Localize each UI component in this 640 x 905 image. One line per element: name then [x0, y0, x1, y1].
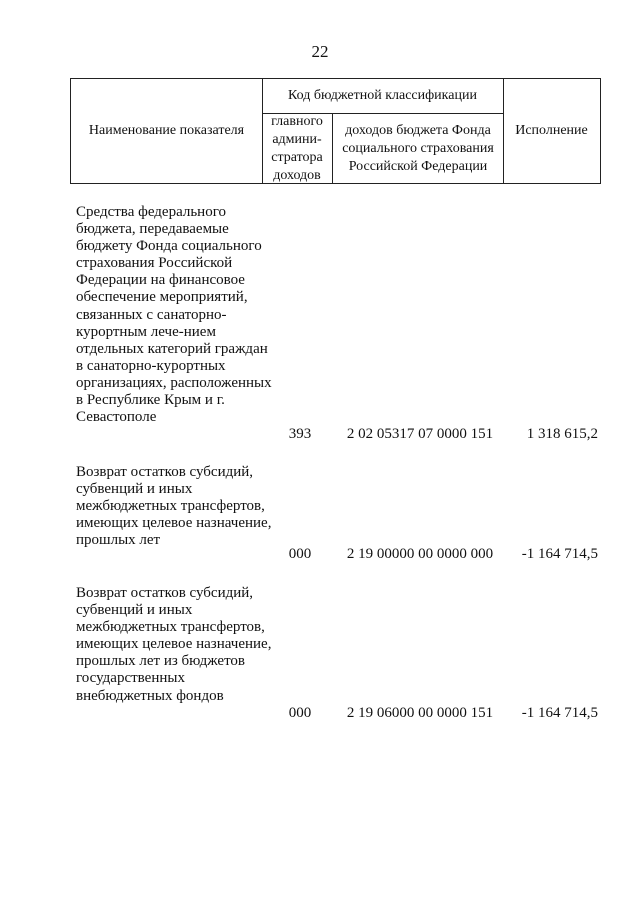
- table-row-admin-code: 000: [288, 705, 312, 721]
- header-code-group: Код бюджетной классификации: [288, 88, 477, 103]
- table-row-name: Средства федерального бюджета, передаваемые бюджету Фонда социального страхования Российской Федерации на финансовое обеспечение мероприятий, связанных с санаторно-курортным лече-нием отдельных категорий граждан в санаторно-курортных организациях, расположенных в Республике Крым и г. Севастополе: [76, 204, 272, 426]
- table-row-budget-code: 2 19 00000 00 0000 000: [346, 546, 494, 562]
- header-execution-column: Исполнение: [515, 123, 588, 138]
- table-header: [70, 78, 601, 184]
- table-row-admin-code: 000: [288, 546, 312, 562]
- header-admin-column: главного админи-стратора доходов: [271, 114, 323, 183]
- header-name-column: Наименование показателя: [88, 123, 245, 138]
- table-row-budget-code: 2 02 05317 07 0000 151: [346, 426, 494, 442]
- table-row-execution: 1 318 615,2: [526, 426, 598, 442]
- table-row-name: Возврат остатков субсидий, субвенций и иных межбюджетных трансфертов, имеющих целевое назначение, прошлых лет: [76, 464, 272, 549]
- table-row-name: Возврат остатков субсидий, субвенций и иных межбюджетных трансфертов, имеющих целевое назначение, прошлых лет из бюджетов государственных внебюджетных фондов: [76, 585, 272, 704]
- table-row-budget-code: 2 19 06000 00 0000 151: [346, 705, 494, 721]
- table-row-execution: -1 164 714,5: [521, 705, 598, 721]
- page-number: 22: [311, 42, 329, 61]
- table-row-execution: -1 164 714,5: [521, 546, 598, 562]
- table-row-admin-code: 393: [288, 426, 312, 442]
- header-income-column: доходов бюджета Фонда социального страхования Российской Федерации: [342, 123, 494, 174]
